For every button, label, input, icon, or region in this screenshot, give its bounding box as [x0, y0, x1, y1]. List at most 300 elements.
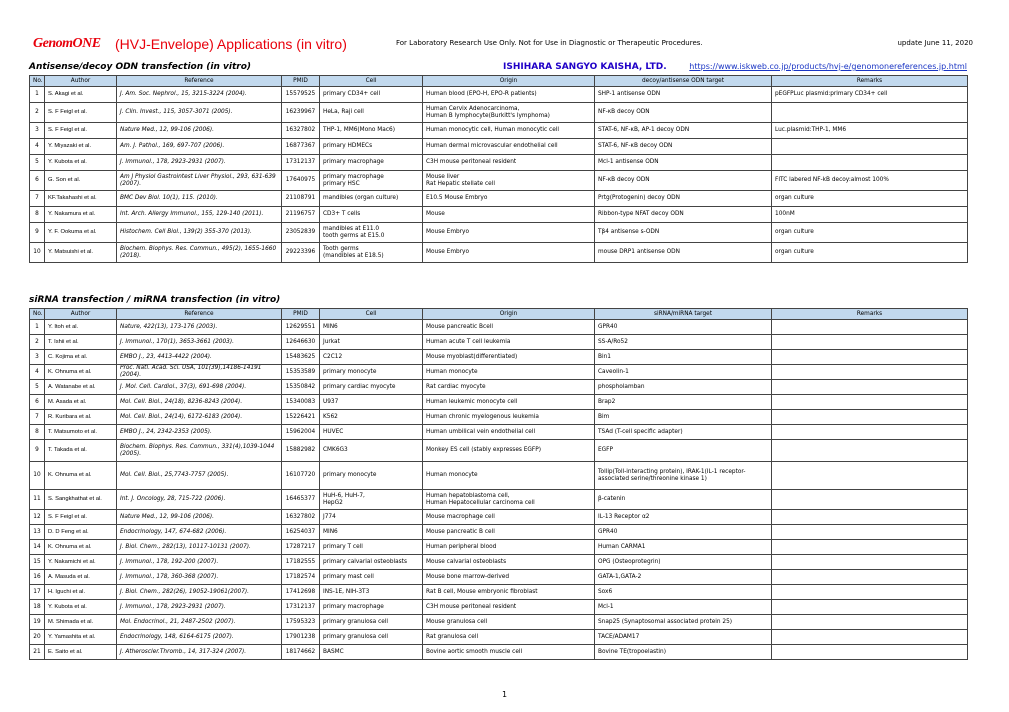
table-row [30, 462, 968, 490]
cell-origin: Mouse Embryo [423, 243, 595, 263]
cell-origin: Human monocyte [423, 462, 595, 490]
column-header-remarks: Remarks [772, 309, 968, 320]
cell-reference: Mol. Endocrinol., 21, 2487-2502 (2007). [117, 615, 282, 630]
cell-reference: J. Biol. Chem., 282(13), 10117-10131 (2007). [117, 540, 282, 555]
cell-no: 2 [30, 103, 45, 123]
cell-origin: Mouse liver Rat Hepatic stellate cell [423, 171, 595, 191]
cell-reference: J. Immunol., 178, 360-368 (2007). [117, 570, 282, 585]
cell-origin: Human acute T cell leukemia [423, 335, 595, 350]
cell-pmid: 15483625 [282, 350, 320, 365]
cell-pmid: 16877367 [282, 139, 320, 155]
table-row [30, 645, 968, 660]
column-header-pmid: PMID [282, 76, 320, 87]
cell-cell: CMK6G3 [320, 440, 423, 462]
column-header-reference: Reference [117, 76, 282, 87]
reference-url-link[interactable]: https://www.iskweb.co.jp/products/hvj-e/genomonereferences.jp.html [689, 62, 967, 71]
cell-reference: Mol. Cell. Biol., 25,7743-7757 (2005). [117, 462, 282, 490]
cell-origin: C3H mouse peritoneal resident [423, 600, 595, 615]
page-number: 1 [501, 690, 508, 699]
cell-reference: Am. J. Pathol., 169, 697-707 (2006). [117, 139, 282, 155]
cell-origin: Human blood (EPO-H, EPO-R patients) [423, 87, 595, 103]
cell-author: S. F Feigl et al. [45, 103, 117, 123]
cell-cell: primary macrophage primary HSC [320, 171, 423, 191]
cell-cell: Jurkat [320, 335, 423, 350]
cell-author: S. Akagi et al. [45, 87, 117, 103]
cell-pmid: 17595323 [282, 615, 320, 630]
cell-origin: Monkey ES cell (stably expresses EGFP) [423, 440, 595, 462]
cell-no: 3 [30, 350, 45, 365]
cell-target: Ribbon-type NFAT decoy ODN [595, 207, 772, 223]
cell-author: S. F Feigl et al. [45, 510, 117, 525]
cell-author: Y. Miyazaki et al. [45, 139, 117, 155]
cell-remarks [772, 570, 968, 585]
cell-remarks [772, 490, 968, 510]
column-header-cell: Cell [320, 76, 423, 87]
cell-remarks: 100nM [772, 207, 968, 223]
cell-no: 6 [30, 171, 45, 191]
cell-remarks [772, 365, 968, 380]
cell-remarks [772, 555, 968, 570]
cell-target: mouse DRP1 antisense ODN [595, 243, 772, 263]
cell-pmid: 29223396 [282, 243, 320, 263]
cell-pmid: 21196757 [282, 207, 320, 223]
cell-origin: Rat cardiac myocyte [423, 380, 595, 395]
cell-no: 4 [30, 139, 45, 155]
cell-cell: J774 [320, 510, 423, 525]
cell-no: 8 [30, 425, 45, 440]
cell-reference: J. Immunol., 178, 2923-2931 (2007). [117, 600, 282, 615]
cell-remarks [772, 380, 968, 395]
cell-author: Y. Matsuishi et al. [45, 243, 117, 263]
cell-no: 4 [30, 365, 45, 380]
cell-origin: Mouse [423, 207, 595, 223]
cell-reference: EMBO J., 23, 4413-4422 (2004). [117, 350, 282, 365]
cell-origin: Mouse pancreatic B cell [423, 525, 595, 540]
cell-origin: Human hepatoblastoma cell, Human Hepatocellular carcinoma cell [423, 490, 595, 510]
cell-origin: Human chronic myelogenous leukemia [423, 410, 595, 425]
cell-remarks: organ culture [772, 191, 968, 207]
cell-remarks [772, 645, 968, 660]
cell-target: GPR40 [595, 525, 772, 540]
cell-origin: Bovine aortic smooth muscle cell [423, 645, 595, 660]
cell-author: H. Iguchi et al. [45, 585, 117, 600]
cell-no: 18 [30, 600, 45, 615]
sirna-section [29, 295, 967, 660]
cell-pmid: 15340083 [282, 395, 320, 410]
cell-no: 13 [30, 525, 45, 540]
cell-remarks [772, 585, 968, 600]
cell-pmid: 12629551 [282, 320, 320, 335]
cell-no: 17 [30, 585, 45, 600]
cell-origin: Human umbilical vein endothelial cell [423, 425, 595, 440]
cell-pmid: 15882982 [282, 440, 320, 462]
cell-cell: primary T cell [320, 540, 423, 555]
cell-pmid: 16254037 [282, 525, 320, 540]
cell-author: K. Ohnuma et al. [45, 365, 117, 380]
cell-target: Tβ4 antisense s-ODN [595, 223, 772, 243]
cell-remarks [772, 410, 968, 425]
cell-pmid: 23052839 [282, 223, 320, 243]
cell-remarks [772, 630, 968, 645]
cell-origin: Mouse bone marrow-derived [423, 570, 595, 585]
cell-reference: Proc. Natl. Acad. Sci. USA, 101(39),14186-14191 (2004). [117, 365, 282, 380]
table-row [30, 570, 968, 585]
cell-author: S. Sangkhathat et al. [45, 490, 117, 510]
cell-author: S. F Feigl et al. [45, 123, 117, 139]
table-row [30, 425, 968, 440]
table-row [30, 600, 968, 615]
cell-target: NF-κB decoy ODN [595, 103, 772, 123]
cell-author: D. D Feng et al. [45, 525, 117, 540]
cell-target: Mcl-1 [595, 600, 772, 615]
cell-pmid: 17312137 [282, 600, 320, 615]
table-row [30, 365, 968, 380]
cell-reference: J. Immunol., 170(1), 3653-3661 (2003). [117, 335, 282, 350]
cell-pmid: 17640975 [282, 171, 320, 191]
cell-remarks [772, 510, 968, 525]
cell-reference: Endocrinology, 148, 6164-6175 (2007). [117, 630, 282, 645]
cell-author: Y. Itoh et al. [45, 320, 117, 335]
cell-pmid: 17312137 [282, 155, 320, 171]
cell-no: 15 [30, 555, 45, 570]
cell-reference: Biochem. Biophys. Res. Commun., 331(4),1039-1044 (2005). [117, 440, 282, 462]
cell-target: Mcl-1 antisense ODN [595, 155, 772, 171]
table-row [30, 615, 968, 630]
cell-reference: Nature Med., 12, 99-106 (2006). [117, 123, 282, 139]
brand-logo: GenomONE [33, 36, 101, 51]
cell-target: STAT-6, NF-κB decoy ODN [595, 139, 772, 155]
cell-author: Y. Nakamichi et al. [45, 555, 117, 570]
table-row [30, 555, 968, 570]
cell-no: 10 [30, 243, 45, 263]
column-header-origin: Origin [423, 309, 595, 320]
cell-no: 9 [30, 440, 45, 462]
page-title: (HVJ-Envelope) Applications (in vitro) [115, 36, 347, 52]
cell-no: 10 [30, 462, 45, 490]
section-title-antisense: Antisense/decoy ODN transfection (in vitro) [29, 62, 251, 72]
cell-pmid: 21108791 [282, 191, 320, 207]
table-row [30, 350, 968, 365]
cell-cell: HUVEC [320, 425, 423, 440]
cell-pmid: 16327802 [282, 510, 320, 525]
column-header-author: Author [45, 309, 117, 320]
cell-origin: Rat granulosa cell [423, 630, 595, 645]
cell-remarks [772, 350, 968, 365]
cell-origin: Human peripheral blood [423, 540, 595, 555]
cell-pmid: 15353589 [282, 365, 320, 380]
cell-pmid: 17182555 [282, 555, 320, 570]
cell-cell: K562 [320, 410, 423, 425]
cell-target: SHP-1 antisense ODN [595, 87, 772, 103]
cell-no: 7 [30, 191, 45, 207]
cell-origin: Mouse macrophage cell [423, 510, 595, 525]
cell-target: Bovine TE(tropoelastin) [595, 645, 772, 660]
cell-cell: MIN6 [320, 525, 423, 540]
cell-reference: Am J Physiol Gastrointest Liver Physiol., 293, 631-639 (2007). [117, 171, 282, 191]
cell-remarks [772, 335, 968, 350]
cell-author: M. Asada et al. [45, 395, 117, 410]
company-name: ISHIHARA SANGYO KAISHA, LTD. [503, 62, 667, 72]
column-header-remarks: Remarks [772, 76, 968, 87]
cell-target: GPR40 [595, 320, 772, 335]
column-header-origin: Origin [423, 76, 595, 87]
cell-origin: Human Cervix Adenocarcinoma, Human B lymphocyte(Burkitt's lymphoma) [423, 103, 595, 123]
cell-author: A. Masuda et al. [45, 570, 117, 585]
table-row [30, 155, 968, 171]
cell-pmid: 17412698 [282, 585, 320, 600]
cell-pmid: 15579525 [282, 87, 320, 103]
cell-remarks [772, 395, 968, 410]
cell-no: 2 [30, 335, 45, 350]
cell-cell: primary monocyte [320, 365, 423, 380]
cell-no: 1 [30, 320, 45, 335]
table-row [30, 243, 968, 263]
cell-origin: Human leukemic monocyte cell [423, 395, 595, 410]
table-row [30, 490, 968, 510]
cell-target: phospholamban [595, 380, 772, 395]
cell-origin: Rat B cell, Mouse embryonic fibroblast [423, 585, 595, 600]
cell-target: Prtg(Protogenin) decoy ODN [595, 191, 772, 207]
table-row [30, 123, 968, 139]
table-row [30, 191, 968, 207]
cell-pmid: 12646630 [282, 335, 320, 350]
table-row [30, 207, 968, 223]
cell-author: Y. Kubota et al. [45, 155, 117, 171]
cell-origin: Human monocytic cell, Human monocytic cell [423, 123, 595, 139]
cell-author: M. Shimada et al. [45, 615, 117, 630]
cell-origin: Mouse pancreatic Bcell [423, 320, 595, 335]
cell-target: TSAd (T-cell specific adapter) [595, 425, 772, 440]
table-row [30, 395, 968, 410]
cell-pmid: 15350842 [282, 380, 320, 395]
cell-target: Sox6 [595, 585, 772, 600]
cell-cell: THP-1, MM6(Mono Mac6) [320, 123, 423, 139]
cell-reference: J. Biol. Chem., 282(26), 19052-19061(2007). [117, 585, 282, 600]
cell-origin: Mouse Embryo [423, 223, 595, 243]
cell-author: Y. F. Ookuma et al. [45, 223, 117, 243]
table-row [30, 380, 968, 395]
cell-no: 12 [30, 510, 45, 525]
cell-no: 20 [30, 630, 45, 645]
table-row [30, 223, 968, 243]
antisense-table [29, 75, 968, 263]
cell-remarks [772, 440, 968, 462]
cell-reference: Biochem. Biophys. Res. Commun., 495(2), 1655-1660 (2018). [117, 243, 282, 263]
cell-cell: MIN6 [320, 320, 423, 335]
column-header-target: decoy/antisense ODN target [595, 76, 772, 87]
cell-author: G. Son et al. [45, 171, 117, 191]
cell-cell: primary macrophage [320, 155, 423, 171]
cell-reference: J. Immunol., 178, 2923-2931 (2007). [117, 155, 282, 171]
cell-no: 7 [30, 410, 45, 425]
cell-cell: primary macrophage [320, 600, 423, 615]
cell-author: T. Ishii et al. [45, 335, 117, 350]
cell-author: K. Ohnuma et al. [45, 540, 117, 555]
cell-author: Y. Nakamura et al. [45, 207, 117, 223]
cell-pmid: 16327802 [282, 123, 320, 139]
cell-target: Human CARMA1 [595, 540, 772, 555]
cell-pmid: 18174662 [282, 645, 320, 660]
cell-origin: Mouse granulosa cell [423, 615, 595, 630]
cell-remarks: organ culture [772, 243, 968, 263]
column-header-author: Author [45, 76, 117, 87]
cell-remarks [772, 615, 968, 630]
cell-cell: primary calvarial osteoblasts [320, 555, 423, 570]
table-row [30, 410, 968, 425]
cell-pmid: 17182574 [282, 570, 320, 585]
cell-target: Caveolin-1 [595, 365, 772, 380]
cell-cell: primary CD34+ cell [320, 87, 423, 103]
cell-remarks [772, 139, 968, 155]
cell-author: C. Kojima et al. [45, 350, 117, 365]
cell-target: Snap25 (Synaptosomal associated protein 25) [595, 615, 772, 630]
cell-author: K. Ohnuma et al. [45, 462, 117, 490]
antisense-table-header [30, 76, 968, 87]
antisense-section [29, 62, 967, 263]
cell-reference: Nature Med., 12, 99-106 (2006). [117, 510, 282, 525]
column-header-pmid: PMID [282, 309, 320, 320]
cell-pmid: 16107720 [282, 462, 320, 490]
cell-remarks: Luc.plasmid:THP-1, MM6 [772, 123, 968, 139]
cell-no: 19 [30, 615, 45, 630]
cell-no: 1 [30, 87, 45, 103]
cell-reference: Histochem. Cell Biol., 139(2) 355-370 (2013). [117, 223, 282, 243]
cell-origin: Mouse calvarial osteoblasts [423, 555, 595, 570]
cell-reference: Int. Arch. Allergy Immunol., 155, 129-140 (2011). [117, 207, 282, 223]
column-header-target: siRNA/miRNA target [595, 309, 772, 320]
cell-reference: J. Am. Soc. Nephrol., 15, 3215-3224 (2004). [117, 87, 282, 103]
cell-author: A. Watanabe et al. [45, 380, 117, 395]
column-header-no: No. [30, 76, 45, 87]
cell-cell: mandibles at E11.0 tooth germs at E15.0 [320, 223, 423, 243]
cell-author: Y. Yamashita et al. [45, 630, 117, 645]
cell-author: T. Matsumoto et al. [45, 425, 117, 440]
cell-cell: primary cardiac myocyte [320, 380, 423, 395]
cell-reference: J. Atheroscler.Thromb., 14, 317-324 (2007). [117, 645, 282, 660]
cell-target: Bim [595, 410, 772, 425]
cell-target: Bin1 [595, 350, 772, 365]
cell-author: T. Takada et al. [45, 440, 117, 462]
cell-author: R. Kuribara et al. [45, 410, 117, 425]
cell-target: TACE/ADAM17 [595, 630, 772, 645]
cell-reference: Mol. Cell. Biol., 24(18), 8236-8243 (2004). [117, 395, 282, 410]
cell-reference: J. Mol. Cell. Cardiol., 37(3), 691-698 (2004). [117, 380, 282, 395]
cell-cell: mandibles (organ culture) [320, 191, 423, 207]
cell-pmid: 17287217 [282, 540, 320, 555]
cell-cell: primary granulosa cell [320, 630, 423, 645]
cell-remarks: FITC labered NF-kB decoy:almost 100% [772, 171, 968, 191]
cell-remarks [772, 320, 968, 335]
cell-no: 5 [30, 155, 45, 171]
column-header-cell: Cell [320, 309, 423, 320]
cell-remarks: pEGFPLuc plasmid:primary CD34+ cell [772, 87, 968, 103]
cell-no: 11 [30, 490, 45, 510]
cell-remarks [772, 540, 968, 555]
cell-no: 3 [30, 123, 45, 139]
cell-reference: Mol. Cell. Biol., 24(14), 6172-6183 (2004). [117, 410, 282, 425]
cell-remarks [772, 525, 968, 540]
cell-remarks [772, 425, 968, 440]
cell-cell: Tooth germs (mandibles at E18.5) [320, 243, 423, 263]
table-row [30, 585, 968, 600]
cell-target: OPG (Osteoprotegrin) [595, 555, 772, 570]
table-row [30, 525, 968, 540]
sirna-table [29, 308, 968, 660]
table-row [30, 139, 968, 155]
table-row [30, 440, 968, 462]
cell-remarks: organ culture [772, 223, 968, 243]
cell-target: SS-A/Ro52 [595, 335, 772, 350]
cell-pmid: 16465377 [282, 490, 320, 510]
cell-no: 16 [30, 570, 45, 585]
cell-remarks [772, 600, 968, 615]
table-row [30, 510, 968, 525]
cell-reference: J. Immunol., 178, 192-200 (2007). [117, 555, 282, 570]
table-row [30, 335, 968, 350]
update-date: update June 11, 2020 [897, 39, 973, 47]
cell-pmid: 17901238 [282, 630, 320, 645]
cell-reference: Nature, 422(13), 173-176 (2003). [117, 320, 282, 335]
cell-cell: INS-1E, NIH-3T3 [320, 585, 423, 600]
section-title-sirna: siRNA transfection / miRNA transfection (in vitro) [29, 295, 281, 305]
cell-target: Tollip(Toll-interacting protein), IRAK-1(IL-1 receptor-associated serine/threonine kinase 1) [595, 462, 772, 490]
table-row [30, 630, 968, 645]
cell-origin: Human dermal microvascular endothelial cell [423, 139, 595, 155]
table-row [30, 103, 968, 123]
cell-cell: primary mast cell [320, 570, 423, 585]
cell-remarks [772, 155, 968, 171]
cell-cell: BASMC [320, 645, 423, 660]
table-row [30, 540, 968, 555]
cell-reference: EMBO J., 24, 2342-2353 (2005). [117, 425, 282, 440]
cell-cell: CD3+ T cells [320, 207, 423, 223]
table-row [30, 171, 968, 191]
cell-origin: Human monocyte [423, 365, 595, 380]
sirna-table-header [30, 309, 968, 320]
document-header [33, 36, 973, 56]
cell-cell: C2C12 [320, 350, 423, 365]
cell-reference: Endocrinology, 147, 674-682 (2006). [117, 525, 282, 540]
cell-target: STAT-6, NF-κB, AP-1 decoy ODN [595, 123, 772, 139]
cell-pmid: 15962004 [282, 425, 320, 440]
cell-author: Y. Kubota et al. [45, 600, 117, 615]
cell-no: 21 [30, 645, 45, 660]
cell-target: IL-13 Receptor α2 [595, 510, 772, 525]
cell-origin: C3H mouse peritoneal resident [423, 155, 595, 171]
cell-target: NF-κB decoy ODN [595, 171, 772, 191]
cell-cell: primary HDMECs [320, 139, 423, 155]
cell-author: KF.Takahashi et al. [45, 191, 117, 207]
cell-reference: BMC Dev Biol. 10(1), 115. (2010). [117, 191, 282, 207]
table-row [30, 320, 968, 335]
cell-no: 8 [30, 207, 45, 223]
column-header-no: No. [30, 309, 45, 320]
cell-cell: HeLa, Raji cell [320, 103, 423, 123]
table-row [30, 87, 968, 103]
cell-no: 6 [30, 395, 45, 410]
cell-target: β-catenin [595, 490, 772, 510]
cell-no: 14 [30, 540, 45, 555]
cell-target: GATA-1,GATA-2 [595, 570, 772, 585]
cell-cell: primary granulosa cell [320, 615, 423, 630]
disclaimer-text: For Laboratory Research Use Only. Not for Use in Diagnostic or Therapeutic Procedures. [396, 39, 703, 47]
cell-no: 9 [30, 223, 45, 243]
cell-origin: E10.5 Mouse Embryo [423, 191, 595, 207]
cell-author: E. Saito et al. [45, 645, 117, 660]
cell-origin: Mouse myoblast(differentiated) [423, 350, 595, 365]
column-header-reference: Reference [117, 309, 282, 320]
cell-reference: Int. J. Oncology, 28, 715-722 (2006). [117, 490, 282, 510]
